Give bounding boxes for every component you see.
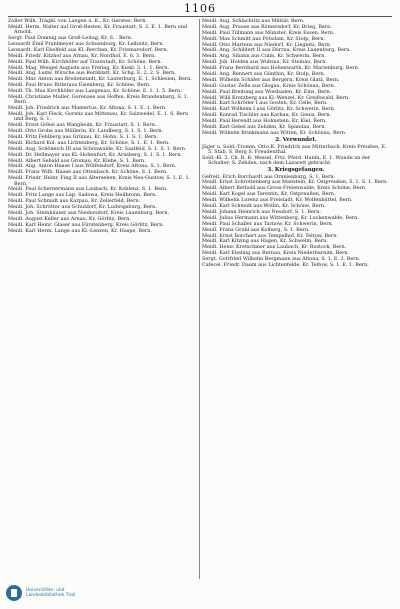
list-entry: Meidl. Aug. Schöneich III aus Schönwalde, Kr. Saalfeld, S. 1. S. 1. Bern. (8, 145, 187, 152)
list-entry: Meidl. Karl Kitzing aus Hagen, Kr. Schwelm, Bern. (202, 238, 328, 245)
list-entry: Meidl. Otto Grohe aus Müllerin, Kr. Landberg, S. 1. S. 1. Bern. (8, 128, 164, 135)
list-entry: Cafecel. Friedr. Daum aus Lichtenfelde, Kr. Teltow, S. 1. E. 1. Bern. (202, 261, 369, 268)
list-entry: Meidl. Ang. Sihann aus Culm, Kr. Schwerin, Bern. (202, 53, 326, 60)
list-entry: Zoller Wilh. Trägkl. von Langen u. K., Kr. Gerstes, Bern. (8, 18, 148, 24)
list-entry: Meidl. Paul Bruno Ritteraus Eisenberg, Kr. Schöne, Bern. (8, 82, 151, 89)
list-entry: Meidl. Joh. Karl Fleck, Gorenz aus Mittenau, Kr. Salzwedel, E. 1. S. Bern und Berg, S. 1. (8, 111, 189, 123)
right-column-wounded-list (202, 145, 390, 167)
list-entry: Meidl. Konrad Tischler aus Karhau, Kr. Geniz, Bern. (202, 112, 332, 119)
right-column (202, 19, 390, 269)
library-footer (6, 585, 75, 601)
list-entry: Leonardt Emil Prahlmeyer aus Schuenburg, Kr. Leibnitz, Bern. (8, 40, 165, 47)
list-entry: Meidl. Wilhelm Schäfer aus Bergern, Kreis Glatz, Bern. (202, 76, 340, 83)
list-entry: Sergt. Gottfried Wilhelm Bergmann aus Altona, S. 1. E. 2. Bern. (202, 256, 361, 263)
list-entry: Meidl. Ang. Schildert II aus Dörrau, Kreis Lauenburg, Bern. (202, 47, 351, 54)
list-entry: Meidl. Karl Heinr. Glaser aus Fürstenberg, Kreis Görlitz, Bern. (8, 221, 164, 228)
list-entry: Gefreit. Erich Borchardt aus Oranienburg, S. 1. Bern. (202, 173, 336, 180)
list-entry: Meidl. Wilhelm Brinkmann aus Witten, Kr. Schönau, Bern. (202, 129, 347, 136)
list-entry: Meidl. Paul Tillmann aus Münster, Kreis Essen, Bern. (202, 29, 335, 36)
column-divider (199, 19, 200, 579)
list-entry: Meidl. Joh. Steinhäuser aus Niedersdorf, Kreis Lauenburg, Bern. (8, 210, 170, 217)
list-entry: Meidl. Joh. Friedrich aus Mamertus, Kr. Altona, S. 1. E. 1. Bern. (8, 105, 167, 112)
page-number: 1106 (184, 2, 216, 15)
list-entry: Meidl. Aug. Schlachtitz aus Militär, Bern. (202, 18, 305, 24)
list-entry: Meidl. Wilhelm Lorenz aus Freistadt, Kr. Wolfenbüttel, Bern. (202, 197, 353, 204)
list-entry: Meidl. Christiane Muller, Gorenase aus Hoffen, Kreis Brandenburg, S. 1. Bern. (8, 93, 189, 106)
list-entry: Meidl. Friedr. Kitzhof aus Arnau, Kr. Nordhof, E. 6. 3. Bern. (8, 52, 156, 59)
library-name-line-1: Universitäts- und (26, 588, 65, 593)
list-entry: Meidl. Julius Hermann aus Wittenberg, Kr. Luckenwalde, Bern. (202, 214, 359, 221)
list-entry: Meidl. Heinr. Kretschmer aus Laubach, Kr. Rostock, Bern. (202, 244, 347, 251)
list-entry: Meidl. August Keller aus Arnau, Kr. Görlitz, Bern. (8, 215, 131, 222)
section-heading-wounded: 2. Verwundet. (275, 136, 317, 143)
list-entry: Meidl. Willi Kretzberg aus Kl.-Wenzel, Kr. Greifswald, Bern. (202, 94, 350, 101)
list-entry: Meidl. Richard Kol. aus Lichtenberg, Kr. Schöne, S. 1. E. 1. Bern. (8, 139, 170, 146)
list-entry: Meidl. Dr. Hellmayer aus Kl.-Hohenfurt, Kr. Arnsberg, S. 1. S. 1. Bern. (8, 151, 183, 158)
list-entry: Meidl. Paul Breitung aus Wiesbaden, Kr. Ems, Bern. (202, 88, 332, 95)
list-entry: Meidl. Ernst Schrottenberg aus Manstein, Kr. Ostpreußen, S. 1. S. 1. Bern. (202, 179, 388, 186)
list-entry: Leonardt. Karl Ebelfeld aus Kl.-Rerchen, Kr. Friemarsdorf, Bern. (8, 46, 169, 53)
list-entry: Meidl. Ernst Göbel aus Wangheim, Kr. Fraustatt, S. 1. Bern. (8, 122, 157, 129)
header-rule (8, 16, 392, 17)
list-entry: Meidl. Herm. Walter auf Groß-Besten, Kr. Fraustatt, S. 2. E. 1. Bern und Arnold. (8, 23, 188, 36)
library-name (26, 588, 75, 598)
list-entry: Meidl. Ernst Borchert aus Tempelhof, Kr. Teltow, Bern. (202, 232, 338, 239)
list-entry: Meidl. Karl Schmidt aus Wollin, Kr. Schöne, Bern. (202, 203, 326, 210)
list-entry: Meidl. Mar. Anton aus Breitenstadt, Kr. Lauterburg, E. 1. Schlesien, Bern. (8, 76, 192, 83)
list-entry: Meidl. Aug. Prause aus Römersdorf, Kr. Brieg, Bern. (202, 23, 332, 30)
list-entry: Meidl. Th. Max Kirchhöfer aus Langenau, Kr. Schöne, E. 1. 1. 5. Bern. (8, 88, 182, 95)
list-entry: Meidl. Friedr. Heinr. Fing II aus Alterseben, Kreis Neu-Gustow, S. 1. E. 1. Bern. (8, 175, 191, 187)
list-entry: Meidl. Paul Schernermann aus Laubach, Kr. Koblenz, S. 1. Bern. (8, 186, 168, 193)
book-logo-icon (6, 585, 22, 601)
list-entry: Meidl. Joh. Schrötter aus Schuldorf, Kr. Ludwigsburg, Bern. (8, 204, 157, 211)
list-entry: Meidl. Karl Herm. Lange aus Kl.-Lenzen, Kr. Haspe, Bern. (8, 227, 152, 234)
list-entry: Meidl. Ang. Anton Haase I aus Wülfelsdorf, Kreis Altona, S. 1. Bern. (8, 163, 177, 170)
list-entry: Meidl. Ang. Rennert aus Günthin, Kr. Stolp, Bern. (202, 71, 326, 78)
list-entry: Meidl. Paul Berendt aus Hohnstein, Kr. Kiel, Bern. (202, 118, 327, 125)
list-entry: Meidl. Karl Gebel aus Zehden, Kr. Spandau, Bern. (202, 124, 327, 131)
right-column-top-list (202, 19, 390, 136)
list-entry: Meidl. Franz Bernhard aus Hohenwarth, Kr. Marienburg, Bern. (202, 65, 360, 72)
list-entry: Meidl. Albert Bethold aus Gross-Freienwalde, Kreis Schöne, Bern. (202, 185, 367, 192)
list-entry: Meidl. Otto Martens aus Niedorf, Kr. Liegnitz, Bern. (202, 41, 332, 48)
list-entry: Meidl. Mag. Wengel Auguste aus Freitag, Kr. Kiekl. 3. 1. 1. Bern. (8, 64, 170, 71)
list-entry: Meidl. Franz Gruhl aus Kolberg, S. 1. Bern. (202, 226, 310, 233)
list-entry: Meidl. Albert Sebald aus Gromau, Kr. Klebe, S. 1. Bern. (8, 157, 146, 164)
list-entry: Meidl. Paul Schmidt aus Karpau, Kr. Zellerfeld, Bern. (8, 198, 141, 205)
list-entry: Sergt. Paul Domnig aus Groß-Leitag, Kr. S. . Bern. (8, 35, 133, 42)
list-entry: Meidl. Karl Wilhelm I aus Görlitz, Kr. Schwerin, Bern. (202, 106, 336, 113)
list-entry: Sold.-Kl. 2. Ch. R. R. Wessel, Frtz. Pferd. Hanfa, E. 1. Wunde an der Schulter, S. Zehden, nach dem Lazarett gebracht. (202, 154, 371, 166)
list-entry: Meidl. Johann Heinrich aus Neudorf, S. 1. Bern. (202, 208, 321, 215)
list-entry: Meidl. Paul Schaller aus Tarnow, Kr. Schwerin, Bern. (202, 220, 334, 227)
list-entry: Meidl. Karl Ebeling aus Bernau, Kreis Niederbarnim, Bern. (202, 250, 350, 257)
list-entry: Meidl. Karl Kogel aus Tarentin, Kr. Ostpreußen, Bern. (202, 191, 336, 198)
list-entry: Meidl. Ang. Ludw. Wirsche aus Bernblatt, Kr. Schg. E. 2. 2. S. Bern. (8, 70, 176, 77)
list-entry: Jäger u. Sold.-Tromm. Otto K. Friedrich aus Mitterbach, Kreis Preußen, E. 5. Stab, S. Berg S. Freudenthal. (202, 143, 387, 155)
library-name-line-2: Landesbibliothek Tirol (26, 593, 76, 598)
section-heading-captured: 3. Kriegsgefangen. (267, 166, 325, 173)
list-entry: Meidl. Paul Wilh. Kirchhöfer auf Trautstadt, Kr. Schöne, Bern. (8, 58, 163, 65)
right-column-captured-list (202, 175, 390, 269)
list-entry: Meidl. Gustav Zelle aus Glogau, Kreis Schönau, Bern. (202, 82, 336, 89)
left-column (8, 19, 196, 235)
list-entry: Meidl. Max Schmitt aus Potsdam, Kr. Stolp, Bern. (202, 35, 326, 42)
list-entry: Meidl. Franz Wilh. Haase aus Ottenbach, Kr. Schöne, S. 1. Bern. (8, 169, 168, 176)
list-entry: Meidl. Fritz Lange aus Lap. Sadowa, Kreis Heilbronn, Bern. (8, 192, 157, 199)
list-entry: Meidl. Joh. Holden aus Wuhrau, Kr. Steinau, Bern. (202, 59, 327, 66)
list-entry: Meidl. Karl Schröder I aus Gosten, Kr. Celle, Bern. (202, 100, 328, 107)
list-entry: Meidl. Fritz Fehlberg aus Grünau, Kr. Hohn, S. 1. S. 1. Bern. (8, 134, 159, 141)
